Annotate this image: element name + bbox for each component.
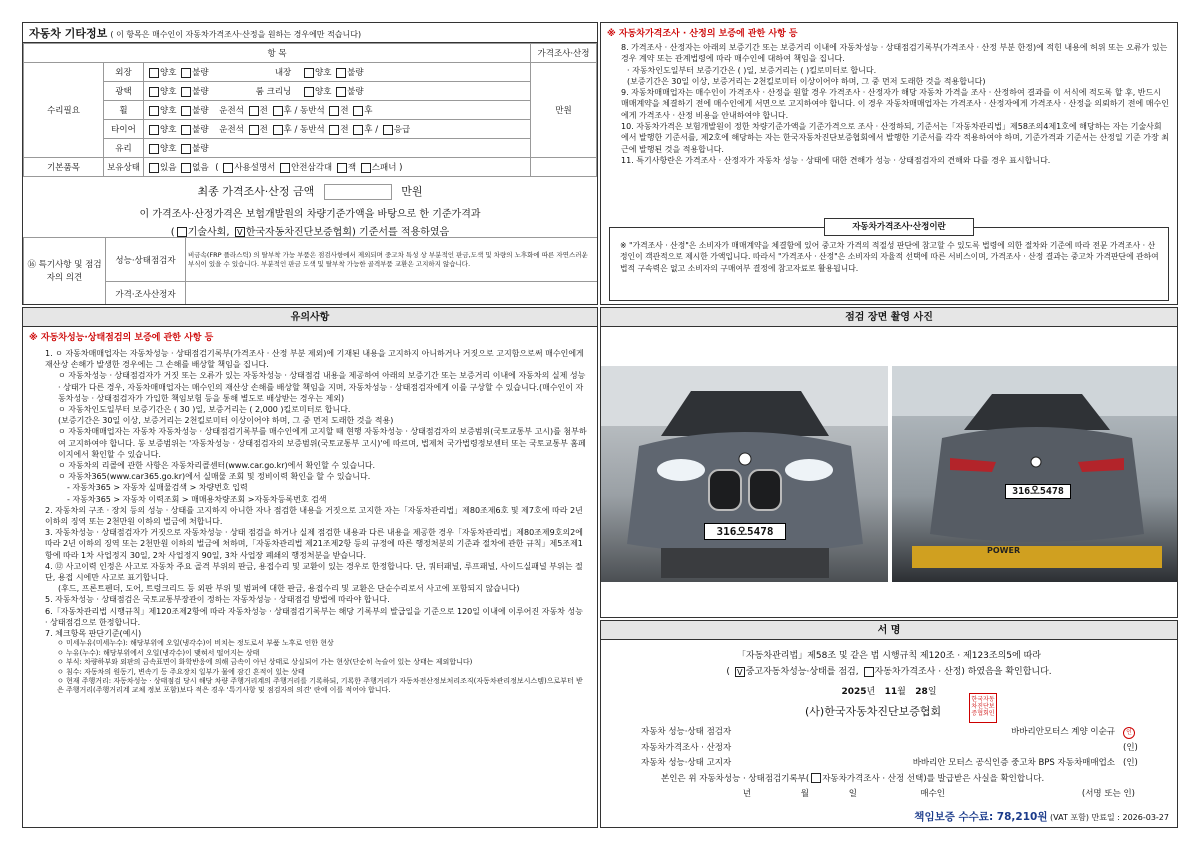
basis-line-1: 이 가격조사·산정가격은 보험개발원의 차량기준가액을 바탕으로 한 기준가격과: [139, 209, 481, 220]
note-item: ㅇ 자동차성능 · 상태점검자가 거짓 또는 오류가 있는 자동차성능 · 상태점검 내용을 제공하여 아래의 보증기간 또는 보증거리 이내에 자동차의 실제 성능 · 상태가 다른 경우, 자동차매매업자는 매수인의 재산상 손해를 배상할 책임을 지며, 자동차성능 · 상태점검자에게 이를 구상할 수 있습니다.(매수인이 자동차성능 · 상태점검자가 가입한 책임보험 등을 통해 별도로 배상받는 경우는 제외): [58, 371, 586, 403]
receipt-text-b: 자동차가격조사 · 산정 선택)를 발급받은 사실을 확인합니다.: [822, 773, 1045, 784]
org-name: (사)한국자동차진단보증협회: [805, 705, 942, 718]
checkbox[interactable]: [181, 68, 191, 78]
seal-mark: (인): [1123, 758, 1138, 768]
opt-label: 양호: [160, 106, 177, 116]
other-info-title-row: [23, 23, 597, 43]
price-guarantee-title: ※ 자동차가격조사 · 산정의 보증에 관한 사항 등: [607, 29, 798, 39]
year-label: 년: [866, 687, 876, 697]
opt-label: 양호: [314, 87, 332, 97]
checkbox[interactable]: [249, 106, 259, 116]
repair-label: 수리필요: [24, 63, 104, 158]
seal-mark: (인): [1123, 742, 1138, 753]
buyer-row: [641, 787, 1171, 803]
notes-title: ※ 자동차성능·상태점검의 보증에 관한 사항 등: [29, 333, 214, 343]
opt-label: 전: [259, 125, 268, 135]
signers-list: [641, 725, 1171, 803]
kidney-grille-left: [709, 470, 741, 510]
price-definition-title: 자동차가격조사·산정이란: [824, 218, 974, 236]
inspector-notes: 비금속(FRP 플라스틱) 의 탈부착 가능 부품은 점검사항에서 제외되며 중고차 특성 상 부분적인 판금,도색 및 차량의 노후화에 따른 자연스러운 부식이 있을 수 있습니다. 부분적인 판금 도색 및 탈부착 가능한 골격부품 교환은 고지하지 않습니다.: [186, 238, 599, 282]
guarantee-item: 10. 자동차가격은 보험개발원이 정한 차량기준가액을 기준가격으로 조사 · 산정하되, 기준서는「자동차관리법」제58조의4제1호에 해당하는 자는 기술사회에서 발행한 기준서를, 제2호에 해당하는 자는 한국자동차진단보증협회에서 발행한 기준서를 각각 적용하여야 하며, 기준가격과 기준서는 산정일 기준 가장 최근에 발행된 것을 적용합니다.: [621, 122, 1169, 154]
inspector-label: 성능·상태점검자: [106, 238, 186, 282]
opt-label: 불량: [192, 87, 209, 97]
kidney-grille-right: [749, 470, 781, 510]
note-item: 5. 자동차성능 · 상태점검은 국토교통부장관이 정하는 자동차성능 · 상태점검 방법에 따라야 합니다.: [45, 595, 390, 605]
checkbox[interactable]: [149, 68, 159, 78]
checkbox-checked[interactable]: V: [235, 227, 245, 237]
checkbox-checked[interactable]: V: [735, 667, 745, 677]
day: 28: [915, 687, 928, 697]
opt-label: 후: [364, 106, 373, 116]
price-definition-text: ※ "가격조사 · 산정"은 소비자가 매매계약을 체결함에 있어 중고차 가격의 적절성 판단에 참고할 수 있도록 법령에 의한 절차와 기준에 따라 전문 가격조사 · 산정인이 객관적으로 제시한 가액입니다. 따라서 "가격조사 · 산정"은 소비자의 자율적 선택에 따른 서비스이며, 가격조사 · 산정 결과는 중고차 가격판단에 관하여 법적 구속력은 없고 소비자의 구매여부 결정에 참고자료로 활용됩니다.: [620, 241, 1159, 273]
note-item: 4. ⑫ 사고이력 인정은 사고로 자동차 주요 골격 부위의 판금, 용접수리 및 교환이 있는 경우로 한정합니다. 단, 쿼터패널, 루프패널, 사이드실패널 부위는 절단, 용접 시에만 사고로 표기합니다.: [45, 561, 583, 583]
opt-label: 운전석: [219, 106, 244, 116]
row-basic: [144, 158, 531, 177]
row-label-tire: 타이어: [104, 120, 144, 139]
checkbox[interactable]: [383, 125, 393, 135]
legal-line: 「자동차관리법」제58조 및 같은 법 시행규칙 제120조 · 제123조의5에 따라: [737, 651, 1041, 661]
seal-icon: 인: [1123, 727, 1135, 739]
year: 2025: [841, 687, 867, 697]
checkbox[interactable]: [304, 87, 314, 97]
opt-label: 전: [340, 125, 349, 135]
checkbox[interactable]: [337, 163, 347, 173]
paren: (: [726, 667, 730, 677]
checkbox[interactable]: [353, 125, 363, 135]
receipt-row: [641, 772, 1171, 788]
criteria-item: ㅇ 침수: 자동차의 원동기, 변속기 등 주요장치 일부가 물에 잠긴 흔적이 있는 상태: [57, 667, 305, 676]
front-photo: [601, 366, 888, 582]
signer-label: 자동차 성능·상태 고지자: [641, 758, 732, 768]
checkbox[interactable]: [181, 87, 191, 97]
checkbox[interactable]: [336, 87, 346, 97]
rear-license-plate: 316오5478: [1005, 484, 1071, 499]
headlight-left: [657, 459, 705, 481]
date-day-label: 일: [848, 789, 857, 799]
checkbox[interactable]: [280, 163, 290, 173]
price-definition-box: [609, 222, 1169, 301]
note-item: 3. 자동차성능 · 상태점검자가 거짓으로 자동차성능 · 상태 점검을 하거나 실제 점검한 내용과 다른 내용을 제공한 경우「자동차관리법」제80조제9호의2에 따라 2년 이하의 징역 또는 2천만원 이하의 벌금에 처하며,「자동차관리법 제21조제2항 등의 규정에 따른 행정처분의 기준과 절차에 관한 규칙」제5조제1항에 따라 1차 사업정지 30일, 2차 사업정지 90일, 3차 사업장 폐쇄의 행정처분을 받습니다.: [45, 528, 583, 560]
checkbox[interactable]: [149, 144, 159, 154]
other-info-table: [23, 43, 597, 177]
date-year-label: 년: [742, 789, 751, 799]
buyer-sign[interactable]: (서명 또는 인): [1081, 789, 1135, 799]
row-label-gloss: 광택: [104, 82, 144, 101]
front-license-plate: 316오5478: [704, 523, 786, 540]
criteria-item: ㅇ 현재 주행거리: 자동차성능 · 상태점검 당시 해당 차량 주행거리계의 주행거리를 기록하되, 기록한 주행거리가 자동차전산정보처리조직(자동차관리정보시스템)으로부터 받은 주행거리(주행거리계 교체 정보 포함)보다 적은 경우 '특기사항 및 점검자의 의견' 란에 이를 적어야 합니다.: [57, 676, 583, 695]
rear-photo: [892, 366, 1178, 582]
confirm-opt-2: 자동차가격조사 · 산정) 하였음을 확인합니다.: [874, 667, 1052, 677]
expire-date: 만료일 : 2026-03-27: [1091, 813, 1169, 822]
signature-panel: [600, 620, 1178, 828]
opt-label: 불량: [347, 68, 364, 78]
row-wheel: [144, 101, 531, 120]
opt-label: 전: [259, 106, 268, 116]
notes-header: 유의사항: [23, 308, 597, 327]
checkbox[interactable]: [273, 125, 283, 135]
guarantee-item: 8. 가격조사 · 산정자는 아래의 보증기간 또는 보증거리 이내에 자동차성능 · 상태점검기록부(가격조사 · 산정 부분 한정)에 적힌 내용에 허위 또는 오류가 있는 경우 계약 또는 관계법령에 따라 매수인에 대하여 책임을 집니다.: [621, 43, 1168, 64]
row-glass: [144, 139, 531, 158]
opt-label: 불량: [192, 106, 209, 116]
criteria-item: ㅇ 누유(누수): 해당부위에서 오일(냉각수)이 맺혀서 떨어지는 상태: [57, 648, 260, 657]
fee-label: 책임보증 수수료: 78,210원: [914, 811, 1048, 823]
checkbox[interactable]: [864, 667, 874, 677]
opt-label: 사용설명서: [234, 163, 276, 173]
checkbox[interactable]: [177, 227, 187, 237]
note-item: - 자동차365 > 자동차 이력조회 > 매매용차량조회 >자동차등록번호 검색: [67, 494, 327, 504]
other-info-title: 자동차 기타정보: [29, 27, 108, 40]
opt-label: 불량: [192, 68, 209, 78]
signer-value: 바바리안모터스 계양 이순규: [1011, 727, 1115, 737]
other-info-subtitle: ( 이 항목은 매수인이 자동차가격조사·산정을 원하는 경우에만 적습니다): [110, 30, 362, 39]
price-examiner-label: 가격·조사산정자: [106, 282, 186, 306]
opt-label: 있음: [160, 163, 177, 173]
opt-label: 운전석: [219, 125, 244, 135]
month-label: 월: [897, 687, 906, 697]
final-price-input[interactable]: [324, 184, 392, 200]
vehicle-other-info-panel: [22, 22, 598, 305]
price-guarantee-panel: [600, 22, 1178, 305]
photos-header: 점검 장면 촬영 사진: [601, 308, 1177, 327]
opt-label: 스패너 ): [371, 163, 403, 173]
confirm-line: [601, 664, 1177, 677]
criteria-item: ㅇ 미세누유(미세누수): 해당부위에 오일(냉각수)이 비치는 정도로서 부품 노후로 인한 현상: [57, 639, 334, 648]
row-label-interior: 내장: [274, 68, 292, 78]
criteria-item: ㅇ 부식: 차량하부와 외판의 금속표면이 화학반응에 의해 금속이 아닌 상태로 상실되어 가는 현상(단순히 녹슬어 있는 상태는 제외합니다): [57, 658, 473, 667]
headlight-right: [785, 459, 833, 481]
sign-date: [601, 684, 1177, 697]
org-stamp: 한국자동차진단보증협회인: [969, 693, 997, 723]
brand-emblem: [1031, 457, 1041, 467]
checkbox[interactable]: [223, 163, 233, 173]
checkbox[interactable]: [149, 125, 159, 135]
signature-header: 서 명: [601, 621, 1177, 640]
special-notes-table: [23, 237, 598, 305]
checkbox[interactable]: [329, 106, 339, 116]
notes-panel: [22, 307, 598, 828]
final-price-label: 최종 가격조사·산정 금액: [197, 185, 315, 198]
opt-label: 양호: [160, 87, 177, 97]
note-item: 7. 체크항목 판단기준(예시): [45, 629, 142, 639]
opt-label: (: [215, 163, 222, 173]
guarantee-item: 9. 자동차매매업자는 매수인이 가격조사 · 산정을 원할 경우 가격조사 · 산정자가 해당 자동차 가격을 조사 · 산정하여 결과를 이 서식에 적도록 할 후, 반드시 매매계약을 체결하기 전에 매수인에게 서면으로 고지하여야 합니다. 이 경우 자동차매매업자는 가격조사 · 산정자에게 가격조사 · 산정을 의뢰하기 전에 매수인에게 가격조사 · 산정 비용을 안내하여야 합니다.: [621, 88, 1169, 120]
final-price-row: [23, 183, 597, 200]
opt-label: 양호: [160, 125, 177, 135]
note-item: ㅇ 자동차매매업자는 자동차 자동차성능 · 상태점검기록부를 매수인에게 고지할 때 현행 자동차성능 · 상태점검자의 보증범위(국토교통부 고시)를 첨부하여 고지하여야 합니다. 동 보증범위는 '자동차성능 · 상태점검자의 보증범위(국토교통부 고시)'에 따르며, 법제처 국가법령정보센터 또는 국토교통부 홈페이지에서 확인할 수 있습니다.: [58, 427, 587, 459]
checkbox[interactable]: [304, 68, 314, 78]
opt-label: 불량: [192, 144, 209, 154]
checkbox[interactable]: [149, 106, 159, 116]
special-notes-label: ⑯ 특기사항 및 점검자의 의견: [24, 238, 106, 306]
row-exterior: [144, 63, 531, 82]
opt-label: 양호: [314, 68, 332, 78]
row-gloss: [144, 82, 531, 101]
checkbox[interactable]: [181, 106, 191, 116]
signer-label: 자동차가격조사 · 산정자: [641, 742, 732, 753]
photos-panel: [600, 307, 1178, 618]
opt-label: 응급: [393, 125, 411, 135]
signer-value: 바바리안 모터스 공식인증 중고차 BPS 자동차매매업소: [912, 758, 1115, 768]
note-item: 6.「자동차관리법 시행규칙」제120조제2항에 따라 자동차성능 · 상태점검기록부는 해당 기록부의 발급일을 기준으로 120일 이내에 이루어진 자동차 성능 · 상태점검으로 한정합니다.: [45, 606, 583, 627]
fee-row: [914, 809, 1169, 824]
price-guarantee-list: [601, 42, 1177, 166]
basis-opt-2: 한국자동차진단보증협회) 기준서를 적용하였음: [245, 227, 450, 238]
buyer-label: 매수인: [920, 789, 945, 799]
receipt-text-a: 본인은 위 자동차성능 · 상태점검기록부(: [661, 773, 810, 784]
checkbox[interactable]: [811, 773, 821, 783]
note-item: (보증기간은 30일 이상, 보증거리는 2천킬로미터 이상이어야 하며, 그 중 먼저 도래한 것을 적용): [58, 416, 394, 426]
opt-label: 안전삼각대: [291, 163, 333, 173]
row-tire: [144, 120, 531, 139]
checkbox[interactable]: [181, 163, 191, 173]
checkbox[interactable]: [149, 163, 159, 173]
brand-emblem: [739, 453, 751, 465]
checkbox[interactable]: [336, 68, 346, 78]
note-item: - 자동차365 > 자동차 실매물검색 > 차량번호 입력: [67, 483, 248, 493]
opt-label: 잭: [347, 163, 357, 173]
signer-row: [641, 725, 1171, 741]
opt-label: 전: [340, 106, 349, 116]
opt-label: 불량: [192, 125, 209, 135]
col-item: 항 목: [24, 44, 531, 63]
checkbox[interactable]: [329, 125, 339, 135]
opt-label: 후 / 동반석: [283, 125, 325, 135]
opt-label: 후 / 동반석: [283, 106, 325, 116]
opt-label: 양호: [160, 144, 177, 154]
checkbox[interactable]: [273, 106, 283, 116]
row-label-room-cleaning: 룸 크리닝: [255, 87, 292, 97]
basic-status-label: 보유상태: [104, 158, 144, 177]
guarantee-item: 11. 특기사항란은 가격조사 · 산정자가 자동차 성능 · 상태에 대한 견해가 성능 · 상태점검자의 견해와 다를 경우 표시합니다.: [621, 155, 1051, 165]
checkbox[interactable]: [361, 163, 371, 173]
signer-row: [641, 741, 1171, 757]
month: 11: [884, 687, 898, 697]
checkbox[interactable]: [181, 144, 191, 154]
row-label-wheel: 휠: [104, 101, 144, 120]
front-car-illustration: [601, 366, 888, 582]
opt-label: 양호: [160, 68, 177, 78]
lift-badge: POWER: [987, 546, 1021, 555]
fee-vat: (VAT 포함): [1050, 813, 1089, 822]
notes-list: [23, 346, 597, 639]
day-label: 일: [927, 687, 937, 697]
opt-label: 불량: [347, 87, 364, 97]
checkbox[interactable]: [149, 87, 159, 97]
signer-label: 자동차 성능·상태 점검자: [641, 727, 732, 737]
checkbox[interactable]: [353, 106, 363, 116]
row-label-glass: 유리: [104, 139, 144, 158]
note-item: 1. ㅇ 자동차매매업자는 자동차성능 · 상태점검기록부(가격조사 · 산정 부분 제외)에 기재된 내용을 고지하지 아니하거나 거짓으로 고지함으로써 매수인에게 재산상 손해가 발생한 경우에는 그 손해를 배상할 책임을 집니다.: [45, 349, 584, 370]
row-label-exterior: 외장: [104, 63, 144, 82]
signer-row: [641, 756, 1171, 772]
guarantee-item: · 자동차인도일부터 보증기간은 ( )일, 보증거리는 ( )킬로미터로 합니다.: [627, 65, 877, 75]
price-unit: 만원: [531, 63, 597, 158]
note-item: (후드, 프론트펜더, 도어, 트렁크리드 등 외판 부위 및 범퍼에 대한 판금, 용접수리 및 교환은 단순수리로서 사고에 포함되지 않습니다): [58, 584, 520, 594]
col-price: 가격조사·산정: [531, 44, 597, 63]
date-month-label: 월: [800, 789, 809, 799]
note-item: ㅇ 자동차의 리콜에 관한 사항은 자동차리콜센터(www.car.go.kr)에서 확인할 수 있습니다.: [58, 461, 376, 471]
rear-car-illustration: [892, 366, 1178, 582]
basis-line-2: ( 기술사회, V 한국자동차진단보증협회) 기준서를 적용하였음: [170, 227, 450, 238]
note-item: ㅇ 자동차인도일부터 보증기간은 ( 30 )일, 보증거리는 ( 2,000 )킬로미터로 합니다.: [58, 405, 351, 415]
opt-label: 후 /: [364, 125, 379, 135]
basis-opt-1: 기술사회,: [187, 227, 230, 238]
checkbox[interactable]: [249, 125, 259, 135]
confirm-opt-1: 중고자동차성능·상태를 점검,: [745, 667, 859, 677]
guarantee-item: (보증기간은 30일 이상, 보증거리는 2천킬로미터 이상이어야 하며, 그 중 먼저 도래한 것을 적용합니다): [627, 76, 986, 86]
note-item: ㅇ 자동차365(www.car365.go.kr)에서 실매물 조회 및 정비이력 확인을 할 수 있습니다.: [58, 472, 371, 482]
final-price-unit: 만원: [401, 185, 423, 198]
criteria-list: [23, 639, 597, 695]
note-item: 2. 자동차의 구조 · 장치 등의 성능 · 상태를 고지하지 아니한 자나 점검한 내용을 거짓으로 고지한 자는「자동차관리법」제80조제6호 및 제7호에 따라 2년 이하의 징역 또는 2천만원 이하의 벌금에 처합니다.: [45, 505, 583, 527]
opt-label: 없음: [192, 163, 209, 173]
basic-items-label: 기본품목: [24, 158, 104, 177]
checkbox[interactable]: [181, 125, 191, 135]
